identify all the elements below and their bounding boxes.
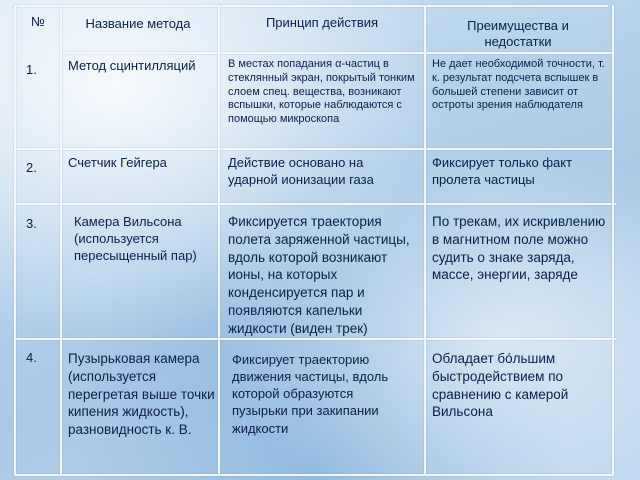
row-1-method: Метод сцинтилляций <box>68 58 196 73</box>
row-2-method: Счетчик Гейгера <box>68 155 167 170</box>
table-border-left <box>14 5 16 475</box>
row-2-num: 2. <box>26 160 37 175</box>
header-num: № <box>31 14 45 29</box>
table-row-divider <box>14 148 614 150</box>
row-3-pros-cons: По трекам, их искривлению в магнитном поле можно судить о знаке заряда, массе, энергии, заряде <box>432 214 606 283</box>
row-3-method: Камера Вильсона (используется пересыщенный пар) <box>74 214 197 263</box>
row-4-num: 4. <box>26 350 37 365</box>
table-row-divider <box>14 203 616 205</box>
table-row-divider <box>14 338 616 340</box>
row-3-num: 3. <box>26 216 37 231</box>
row-1-pros-cons: Не дает необходимой точности, т. к. результат подсчета вспышек в большей степени зависит от остроты зрения наблюдателя <box>432 58 605 112</box>
table-border-right <box>612 5 614 475</box>
table-border-top <box>14 5 608 7</box>
header-pros-cons: Преимущества и недостатки <box>467 18 569 49</box>
row-1-num: 1. <box>26 62 37 77</box>
header-method: Название метода <box>85 16 191 31</box>
table-col-divider <box>60 5 62 475</box>
row-4-pros-cons: Обладает бóльшим быстродействием по сравнению с камерой Вильсона <box>432 351 569 420</box>
row-2-pros-cons: Фиксирует только факт пролета частицы <box>432 155 573 187</box>
row-2-principle: Действие основано на ударной ионизации газа <box>228 155 374 187</box>
row-4-principle: Фиксирует траекторию движения частицы, вдоль которой образуются пузырьки при закипании жидкости <box>232 352 389 436</box>
table-border-bottom <box>14 474 614 476</box>
header-principle: Принцип действия <box>265 15 379 30</box>
table-row-divider <box>60 52 612 54</box>
row-1-principle: В местах попадания α-частиц в стеклянный экран, покрытый тонким слоем спец. вещества, возникают вспышки, которые наблюдаются с помощью микроскопа <box>228 58 415 125</box>
row-4-method: Пузырьковая камера (используется перегретая выше точки кипения жидкость), разновидность к. В. <box>68 351 215 438</box>
table-col-divider <box>424 5 426 475</box>
row-3-principle: Фиксируется траектория полета заряженной частицы, вдоль которой возникают ионы, на которых конденсируется пар и появляются капельки жидкости (виден трек) <box>228 214 410 336</box>
table-col-divider <box>218 5 220 475</box>
